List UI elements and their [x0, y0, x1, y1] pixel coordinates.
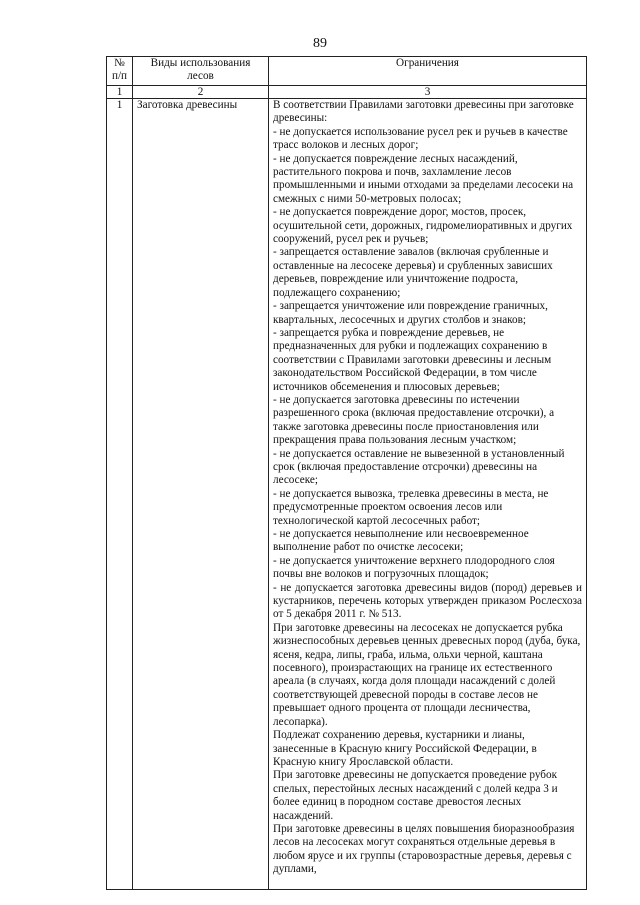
table-header-row: [107, 57, 587, 86]
restriction-paragraph: - не допускается невыполнение или несвоевременное выполнение работ по очистке лесосеки;: [273, 528, 529, 554]
restriction-paragraph: - не допускается уничтожение верхнего плодородного слоя почвы вне волоков и погрузочных площадок;: [273, 554, 555, 581]
restriction-paragraph: - не допускается повреждение лесных насаждений, растительного покрова и почв, захламление лесов промышленными и иными отходами за пределами лесосеки на смежных с ними 50-метровых полосах;: [273, 152, 574, 205]
header-forest-use-type: Виды использования лесов: [133, 57, 269, 86]
column-index: 2: [133, 86, 269, 99]
column-index: 1: [107, 86, 133, 99]
restriction-paragraph: При заготовке древесины в целях повышения биоразнообразия лесов на лесосеках могут сохраняться отдельные деревья в любом ярусе и их группы (старовозрастные деревья, деревья с дуплами,: [273, 822, 575, 876]
restriction-paragraph: - запрещается оставление завалов (включая срубленные и оставленные на лесосеке деревья) и срубленных зависших деревьев, повреждение или уничтожение подроста, подлежащего сохранению;: [273, 246, 553, 299]
restriction-paragraph: Подлежат сохранению деревья, кустарники и лианы, занесенные в Красную книгу Российской Федерации, в Красную книгу Ярославской области.: [273, 729, 537, 768]
restriction-paragraph: - запрещается рубка и повреждение деревьев, не предназначенных для рубки и подлежащих сохранению в соответствии с Правилами заготовки древесины и лесным законодательством Российской Федерации, в том числе источников обсеменения и плюсовых деревьев;: [273, 326, 552, 393]
page-number: 89: [313, 36, 327, 51]
column-index-row: [107, 86, 587, 99]
restriction-paragraph: - не допускается использование русел рек и ручьев в качестве трасс волоков и лесных дорог;: [273, 125, 568, 152]
restriction-paragraph: - не допускается вывозка, трелевка древесины в места, не предусмотренные проектом освоения лесов или технологической картой лесосечных работ;: [273, 487, 549, 527]
restriction-paragraph: - не допускается повреждение дорог, мостов, просек, осушительной сети, дорожных, гидромелиоративных и других сооружений, русел рек и ручьев;: [273, 206, 573, 246]
header-restrictions: Ограничения: [269, 57, 587, 86]
restriction-paragraph: В соответствии Правилами заготовки древесины при заготовке древесины:: [273, 99, 574, 125]
restriction-paragraph: - не допускается оставление не вывезенной в установленный срок (включая предоставление отсрочки) древесины на лесосеке;: [273, 447, 565, 487]
restrictions-text: [269, 99, 587, 890]
restriction-paragraph: При заготовке древесины не допускается проведение рубок спелых, перестойных лесных насаждений с долей кедра 3 и более единиц в породном составе древостоя лесных насаждений.: [273, 769, 558, 822]
restriction-paragraph: - не допускается заготовка древесины по истечении разрешенного срока (включая предоставление отсрочки), а также заготовка древесины после приостановления или прекращения права пользования лесным участком;: [273, 393, 555, 447]
column-index: 3: [269, 86, 587, 99]
restriction-paragraph: - запрещается уничтожение или повреждение граничных, квартальных, лесосечных и других столбов и знаков;: [273, 300, 548, 326]
restrictions-table: [106, 56, 587, 890]
restriction-paragraph: При заготовке древесины на лесосеках не допускается рубка жизнеспособных деревьев ценных древесных пород (дуба, бука, ясеня, кедра, липы, граба, ильма, ольхи черной, каштана посевного), произрастающих на границе их естественного ареала (в случаях, когда доля площади насаждений с долей соответствующей древесной породы в составе лесов не превышает одного процента от площади лесничества, лесопарка).: [273, 621, 581, 728]
table-row: [107, 99, 587, 890]
row-number: 1: [107, 99, 133, 890]
forest-use-type: Заготовка древесины: [133, 99, 269, 890]
header-number: № п/п: [107, 57, 133, 86]
restriction-paragraph: - не допускается заготовка древесины видов (пород) деревьев и кустарников, перечень которых утвержден приказом Рослесхоза от 5 декабря 2011 г. № 513.: [273, 581, 582, 621]
